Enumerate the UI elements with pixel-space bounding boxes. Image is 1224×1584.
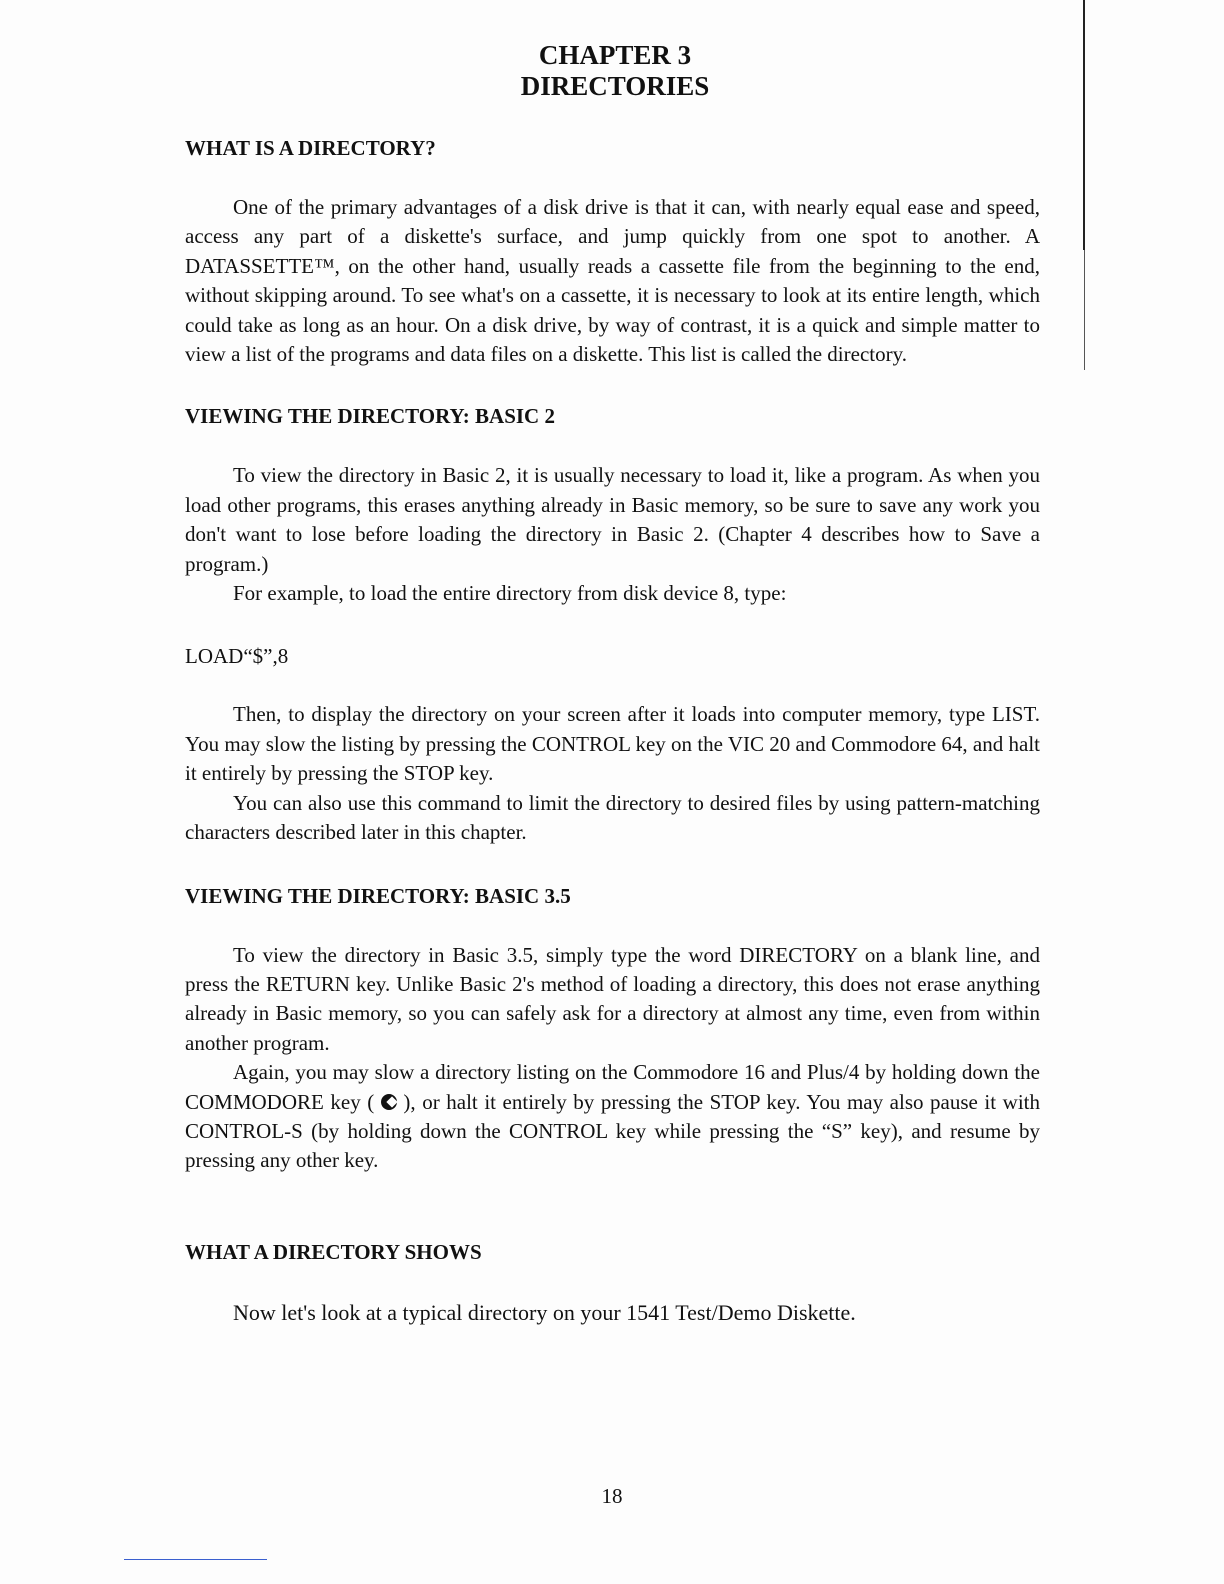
paragraph-basic35-keys-before: Again, you may slow a directory listing on the Commodore 16 and Plus/4 by holding down the COMMODORE key ( <box>185 1060 1040 1114</box>
commodore-logo-icon <box>381 1094 397 1110</box>
heading-viewing-basic-2: VIEWING THE DIRECTORY: BASIC 2 <box>185 404 555 429</box>
page-number: 18 <box>601 1484 623 1508</box>
heading-what-is-a-directory: WHAT IS A DIRECTORY? <box>185 136 436 160</box>
code-load-directory: LOAD“$”,8 <box>185 644 289 669</box>
paragraph-basic2-list: Then, to display the directory on your screen after it loads into computer memory, type LIST. You may slow the listing by pressing the CONTROL key on the VIC 20 and Commodore 64, and halt it entirely by pressing the STOP key. <box>185 702 1040 786</box>
paragraph-basic2-pattern: You can also use this command to limit the directory to desired files by using pattern-matching characters described later in this chapter. <box>185 790 1040 845</box>
paragraph-what-is: One of the primary advantages of a disk drive is that it can, with nearly equal ease and speed, access any part of a diskette's surface, and jump quickly from one spot to another. A DATASSETTE™, on the other hand, usually reads a cassette file from the beginning to the end, without skipping around. To see what's on a cassette, it is necessary to look at its entire length, which could take as long as an hour. On a disk drive, by way of contrast, it is a quick and simple matter to view a list of the programs and data files on a diskette. This list is called the directory. <box>185 195 1040 367</box>
scan-edge-line-lower <box>1084 250 1085 370</box>
heading-what-a-directory-shows: WHAT A DIRECTORY SHOWS <box>185 1239 482 1264</box>
bottom-rule <box>124 1559 267 1560</box>
chapter-number: CHAPTER 3 <box>538 40 692 70</box>
page-content <box>185 40 1040 1327</box>
paragraph-basic2-intro: To view the directory in Basic 2, it is usually necessary to load it, like a program. As when you load other programs, this erases anything already in Basic memory, so be sure to save any work you don't want to lose before loading the directory in Basic 2. (Chapter 4 describes how to Save a program.) <box>185 463 1040 576</box>
chapter-title: DIRECTORIES <box>520 71 710 101</box>
scan-edge-line <box>1083 0 1085 250</box>
paragraph-shows-intro: Now let's look at a typical directory on your 1541 Test/Demo Diskette. <box>233 1299 856 1325</box>
paragraph-basic35-intro: To view the directory in Basic 3.5, simply type the word DIRECTORY on a blank line, and press the RETURN key. Unlike Basic 2's method of loading a directory, this does not erase anything already in Basic memory, so you can safely ask for a directory at almost any time, even from within another program. <box>185 942 1040 1055</box>
heading-viewing-basic-35: VIEWING THE DIRECTORY: BASIC 3.5 <box>185 883 571 908</box>
paragraph-basic35-keys-after: ), or halt it entirely by pressing the STOP key. You may also pause it with CONTROL-S (by holding down the CONTROL key while pressing the “S” key), and resume by pressing any other key. <box>185 1089 1041 1173</box>
paragraph-basic35-keys <box>185 1058 1040 1176</box>
paragraph-basic2-example: For example, to load the entire directory from disk device 8, type: <box>233 581 787 606</box>
